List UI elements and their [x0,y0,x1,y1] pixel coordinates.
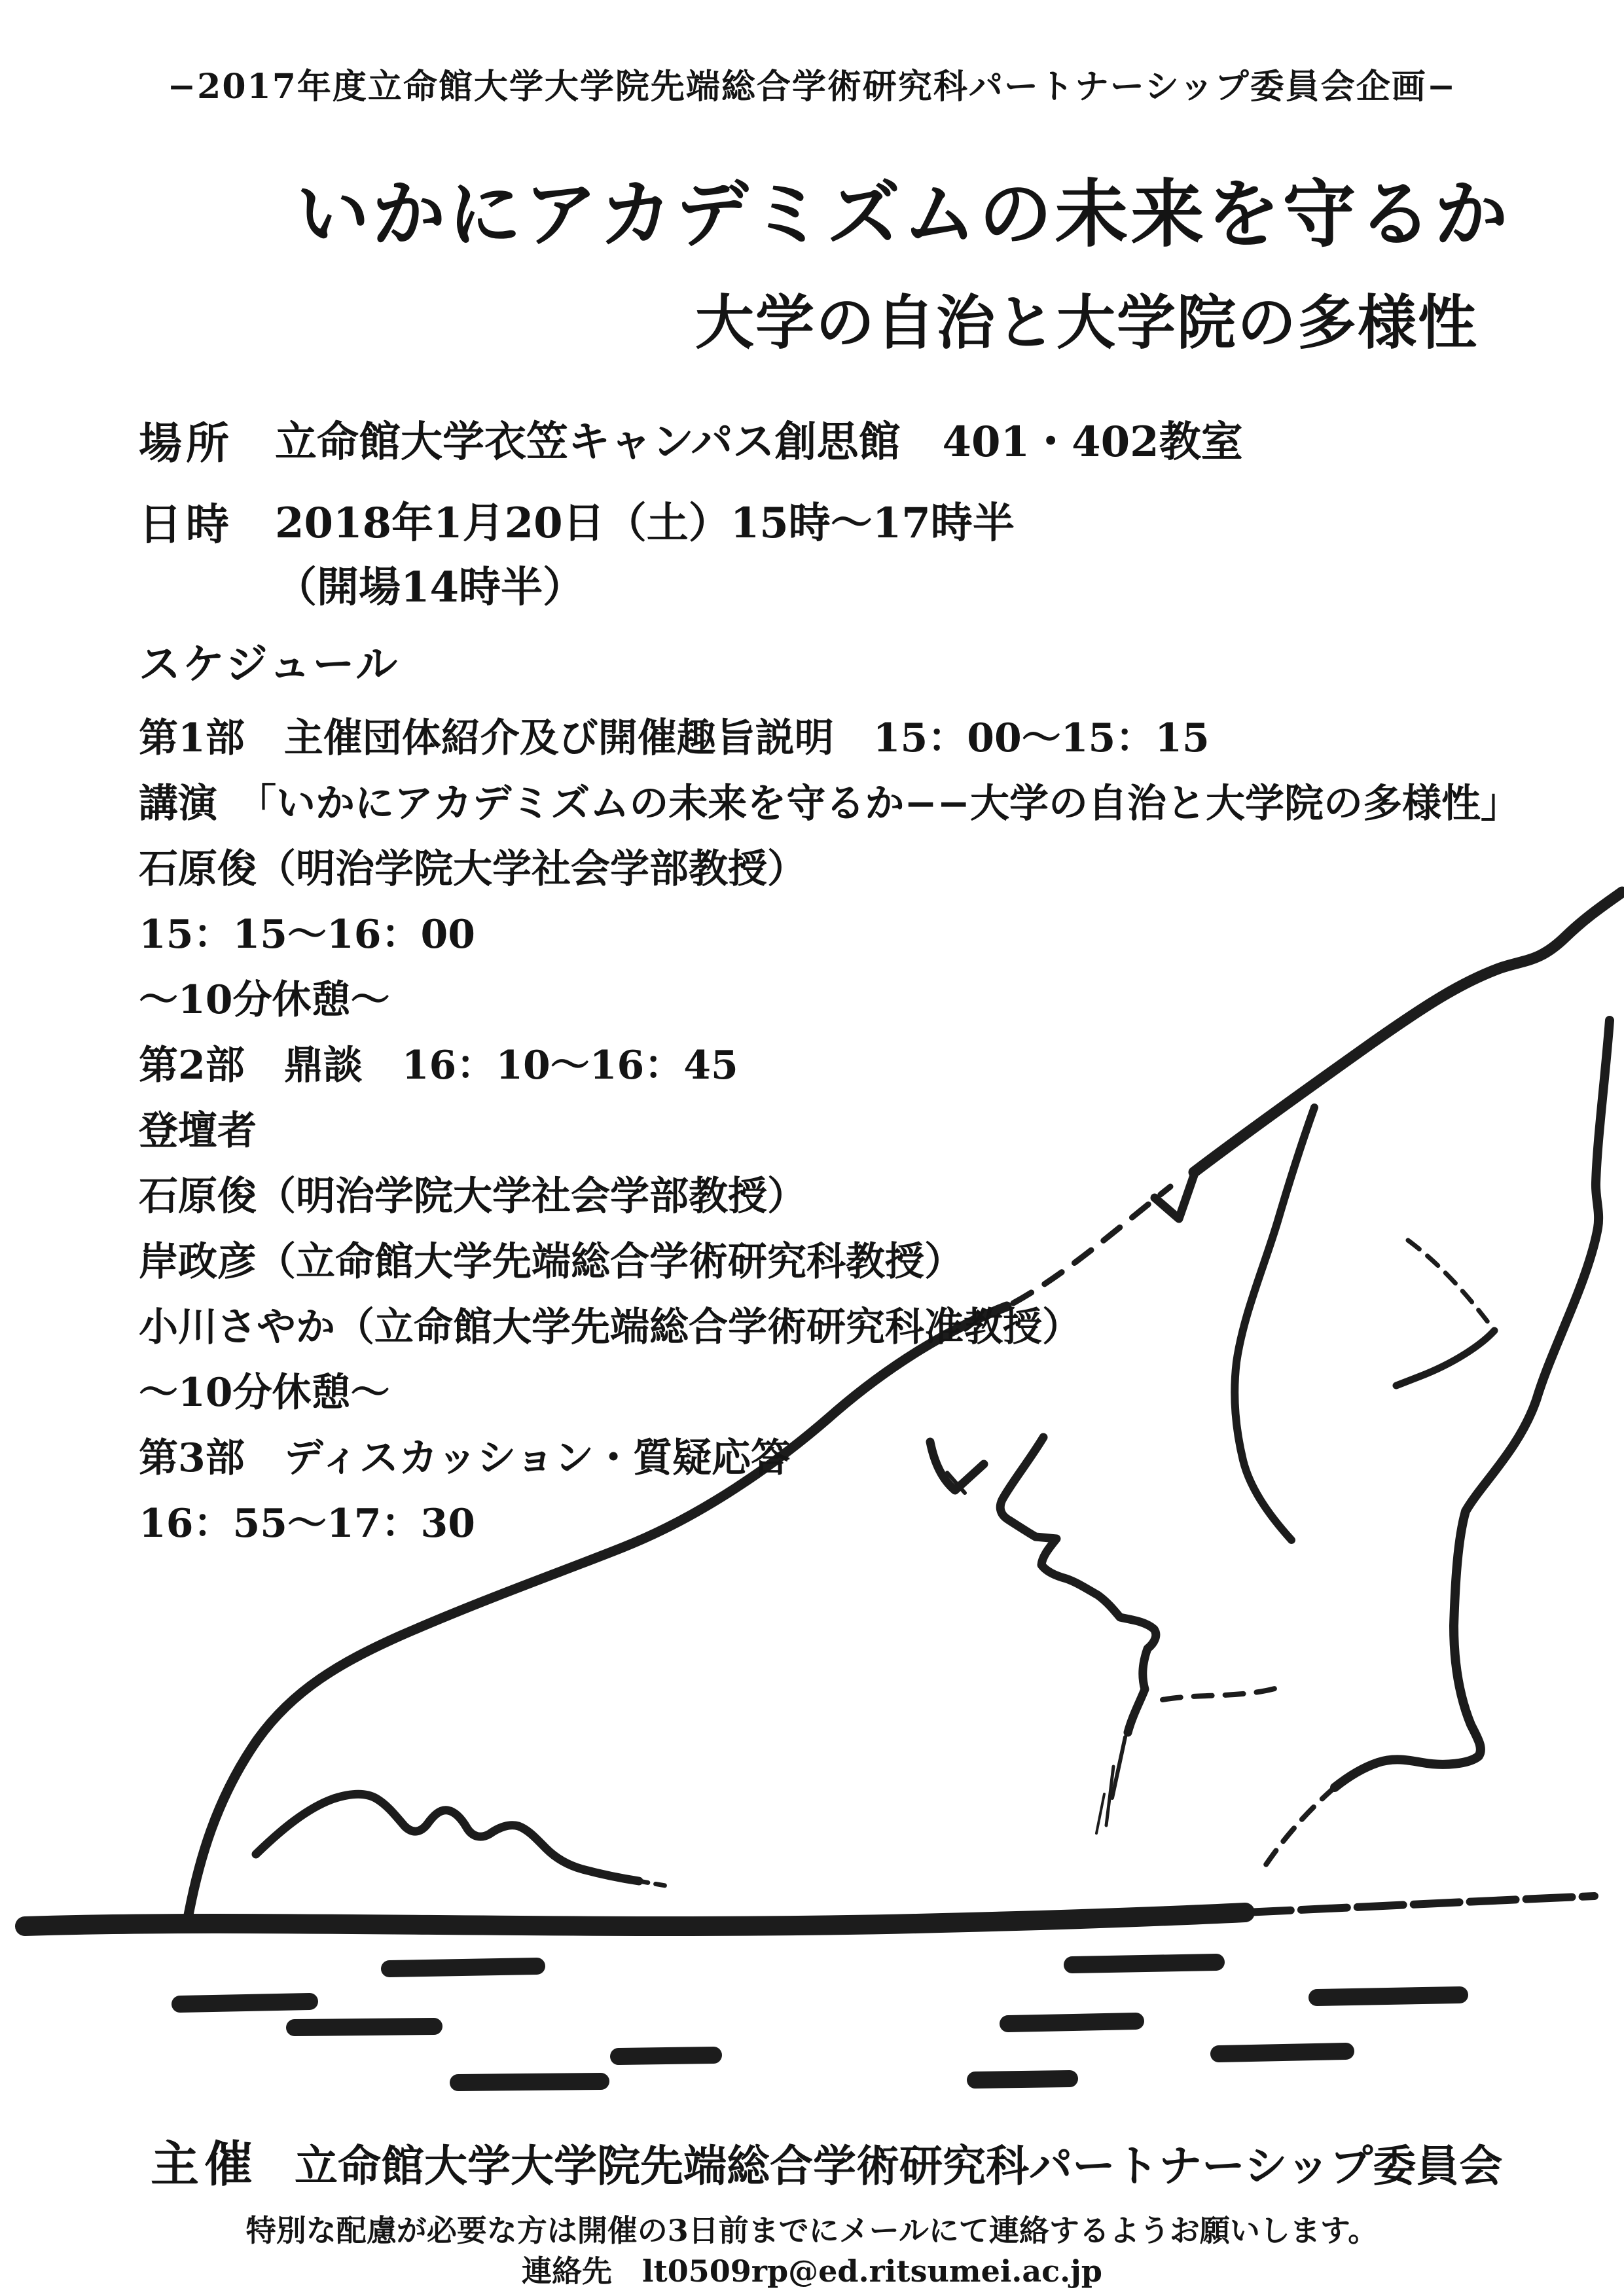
doors-open-note: （開場14時半） [275,563,585,612]
schedule-line: 第1部 主催団体紹介及び開催趣旨説明 15：00〜15：15 [139,715,1210,761]
organizer-row [151,2126,1525,2195]
contact-email-line: 連絡先 lt0509rp@ed.ritsumei.ac.jp [522,2253,1102,2289]
venue-label: 場所 [139,418,233,469]
event-subtitle: 大学の自治と大学院の多様性 [695,288,1478,357]
datetime-value: 2018年1月20日（土）15時〜17時半 [275,499,1015,548]
schedule-line: 講演 「いかにアカデミズムの未来を守るか−−大学の自治と大学院の多様性」 [139,781,1520,827]
schedule-line: 16：55〜17：30 [139,1501,475,1547]
schedule-line: 岸政彦（立命館大学先端総合学術研究科教授） [139,1239,964,1285]
waterline [25,1896,1595,1926]
datetime-label: 日時 [139,499,233,550]
organizer-value: 立命館大学大学院先端総合学術研究科パートナーシップ委員会 [295,2140,1503,2191]
schedule-line: 小川さやか（立命館大学先端総合学術研究科准教授） [139,1304,1081,1350]
schedule-line: 第2部 鼎談 16：10〜16：45 [139,1043,738,1088]
foothill [256,1794,669,1886]
venue-value: 立命館大学衣笠キャンパス創思館 401・402教室 [275,418,1243,467]
schedule-line: 〜10分休憩〜 [139,977,390,1023]
accessibility-notice: 特別な配慮が必要な方は開催の3日前までにメールにて連絡するようお願いします。 [245,2213,1379,2248]
event-title: いかにアカデミズムの未来を守るか [296,171,1511,257]
schedule-line: 石原俊（明治学院大学社会学部教授） [139,846,806,892]
organizer-label: 主催 [151,2136,258,2193]
schedule-line: 登壇者 [139,1108,257,1154]
schedule-line: 石原俊（明治学院大学社会学部教授） [139,1174,806,1219]
water-reflections [180,1962,1460,2083]
schedule-line: 第3部 ディスカッション・質疑応答 [139,1435,791,1481]
event-series-header: −2017年度立命館大学大学院先端総合学術研究科パートナーシップ委員会企画− [167,67,1457,107]
schedule-line: 15：15〜16：00 [139,912,475,958]
schedule-list [139,706,1520,1556]
schedule-line: 〜10分休憩〜 [139,1370,390,1416]
schedule-heading: スケジュール [139,640,400,689]
